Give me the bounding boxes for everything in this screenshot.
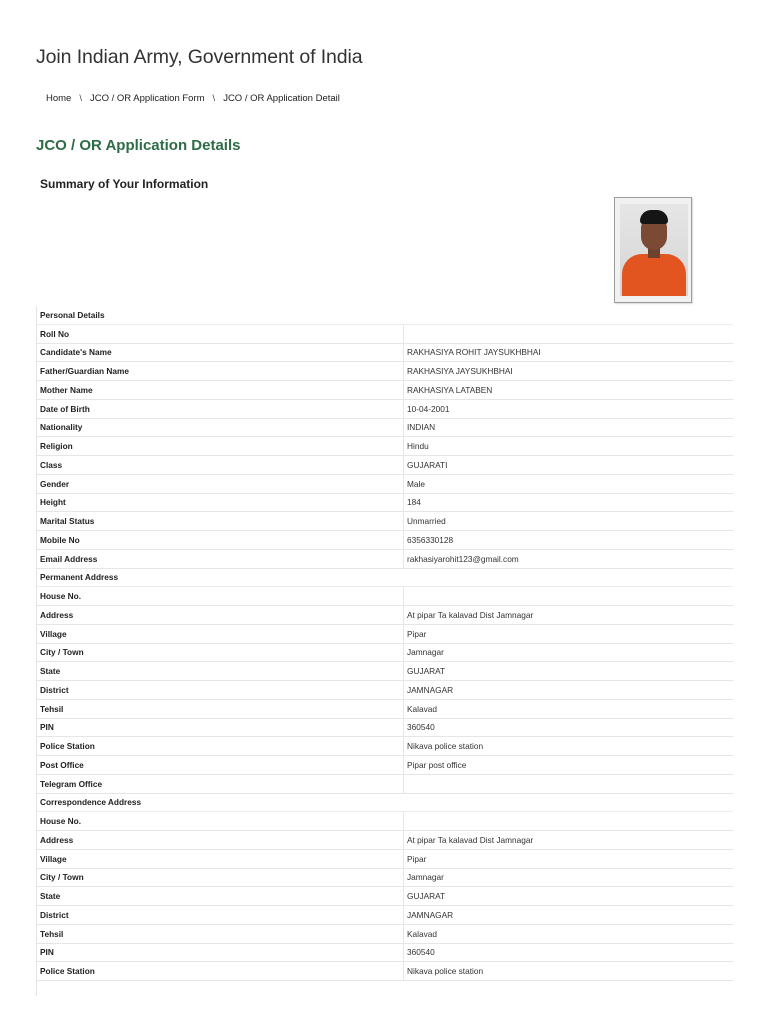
field-label: Marital Status [40,516,95,527]
breadcrumb-separator: \ [79,93,82,104]
table-row [36,925,733,944]
field-value [403,569,733,587]
table-row [36,437,733,456]
field-value [403,775,733,793]
table-row [36,550,733,569]
page-title: JCO / OR Application Details [36,137,241,154]
field-label: Email Address [40,553,98,564]
field-label: House No. [40,816,82,827]
table-row [36,962,733,981]
table-row [36,531,733,550]
field-value [403,587,733,605]
table-row [36,887,733,906]
table-row [36,325,733,344]
candidate-photo [620,204,688,296]
field-label: Nationality [40,422,83,433]
field-value: Jamnagar [403,644,733,662]
field-value: 184 [403,494,733,512]
table-row [36,681,733,700]
field-value: JAMNAGAR [403,681,733,699]
section-header-row [36,794,733,813]
field-value: GUJARATI [403,456,733,474]
site-title: Join Indian Army, Government of India [36,46,363,68]
field-label: City / Town [40,647,84,658]
table-row [36,625,733,644]
table-row [36,512,733,531]
field-label: Police Station [40,741,95,752]
section-title: Correspondence Address [40,797,142,808]
table-row [36,456,733,475]
table-row [36,587,733,606]
section-header-row [36,306,733,325]
field-value: At pipar Ta kalavad Dist Jamnagar [403,606,733,624]
table-row [36,775,733,794]
breadcrumb-application-form[interactable]: JCO / OR Application Form [89,93,205,104]
field-value [403,812,733,830]
field-label: Telegram Office [40,778,103,789]
field-label: Address [40,609,74,620]
table-row [36,494,733,513]
table-row [36,906,733,925]
table-row [36,344,733,363]
field-value: Pipar post office [403,756,733,774]
table-row [36,381,733,400]
field-value: 360540 [403,719,733,737]
field-value: Jamnagar [403,869,733,887]
table-row [36,606,733,625]
field-label: Date of Birth [40,403,90,414]
field-label: Religion [40,441,73,452]
field-label: Tehsil [40,928,64,939]
table-row [36,831,733,850]
field-value: GUJARAT [403,662,733,680]
field-value: 360540 [403,944,733,962]
table-row [36,362,733,381]
breadcrumb-separator: \ [212,93,216,104]
details-table [36,306,733,996]
field-value [403,306,733,324]
field-value: 6356330128 [403,531,733,549]
field-label: Mobile No [40,534,80,545]
field-value: Pipar [403,850,733,868]
field-label: Post Office [40,759,84,770]
field-label: Height [40,497,66,508]
field-label: Village [40,628,67,639]
field-value [403,325,733,343]
field-label: Father/Guardian Name [40,366,129,377]
table-row [36,419,733,438]
section-title: Personal Details [40,309,105,320]
field-label: House No. [40,591,82,602]
field-label: Village [40,853,67,864]
field-label: City / Town [40,872,84,883]
table-row [36,869,733,888]
field-value: GUJARAT [403,887,733,905]
field-value [403,794,733,812]
field-label: Police Station [40,966,95,977]
field-label: Gender [40,478,70,489]
field-label: Mother Name [40,384,93,395]
field-value: Nikava police station [403,962,733,980]
table-row [36,850,733,869]
field-value: Unmarried [403,512,733,530]
candidate-photo-frame [614,197,692,303]
table-row [36,475,733,494]
field-value: RAKHASIYA ROHIT JAYSUKHBHAI [403,344,733,362]
table-row [36,400,733,419]
field-value: Kalavad [403,925,733,943]
field-value: RAKHASIYA LATABEN [403,381,733,399]
table-row [36,719,733,738]
field-label: District [40,684,69,695]
field-value: Kalavad [403,700,733,718]
field-label: District [40,909,69,920]
field-value: At pipar Ta kalavad Dist Jamnagar [403,831,733,849]
field-value: Male [403,475,733,493]
table-row [36,944,733,963]
field-value: RAKHASIYA JAYSUKHBHAI [403,362,733,380]
summary-heading: Summary of Your Information [40,177,209,191]
field-value: Hindu [403,437,733,455]
table-row [36,756,733,775]
field-value: INDIAN [403,419,733,437]
field-label: State [40,891,61,902]
field-label: Tehsil [40,703,64,714]
section-header-row [36,569,733,588]
field-label: Class [40,459,63,470]
field-value: rakhasiyarohit123@gmail.com [403,550,733,568]
table-row [36,812,733,831]
section-title: Permanent Address [40,572,119,583]
breadcrumb-current: JCO / OR Application Detail [223,93,340,104]
table-row [36,662,733,681]
field-value: JAMNAGAR [403,906,733,924]
field-label: Roll No [40,328,70,339]
breadcrumb [46,93,340,104]
table-row [36,700,733,719]
field-label: PIN [40,947,54,958]
field-label: State [40,666,61,677]
table-row [36,644,733,663]
breadcrumb-home[interactable]: Home [46,93,72,104]
table-row [36,737,733,756]
field-label: PIN [40,722,54,733]
field-label: Address [40,834,74,845]
field-label: Candidate's Name [40,347,112,358]
field-value: Pipar [403,625,733,643]
field-value: Nikava police station [403,737,733,755]
field-value: 10-04-2001 [403,400,733,418]
